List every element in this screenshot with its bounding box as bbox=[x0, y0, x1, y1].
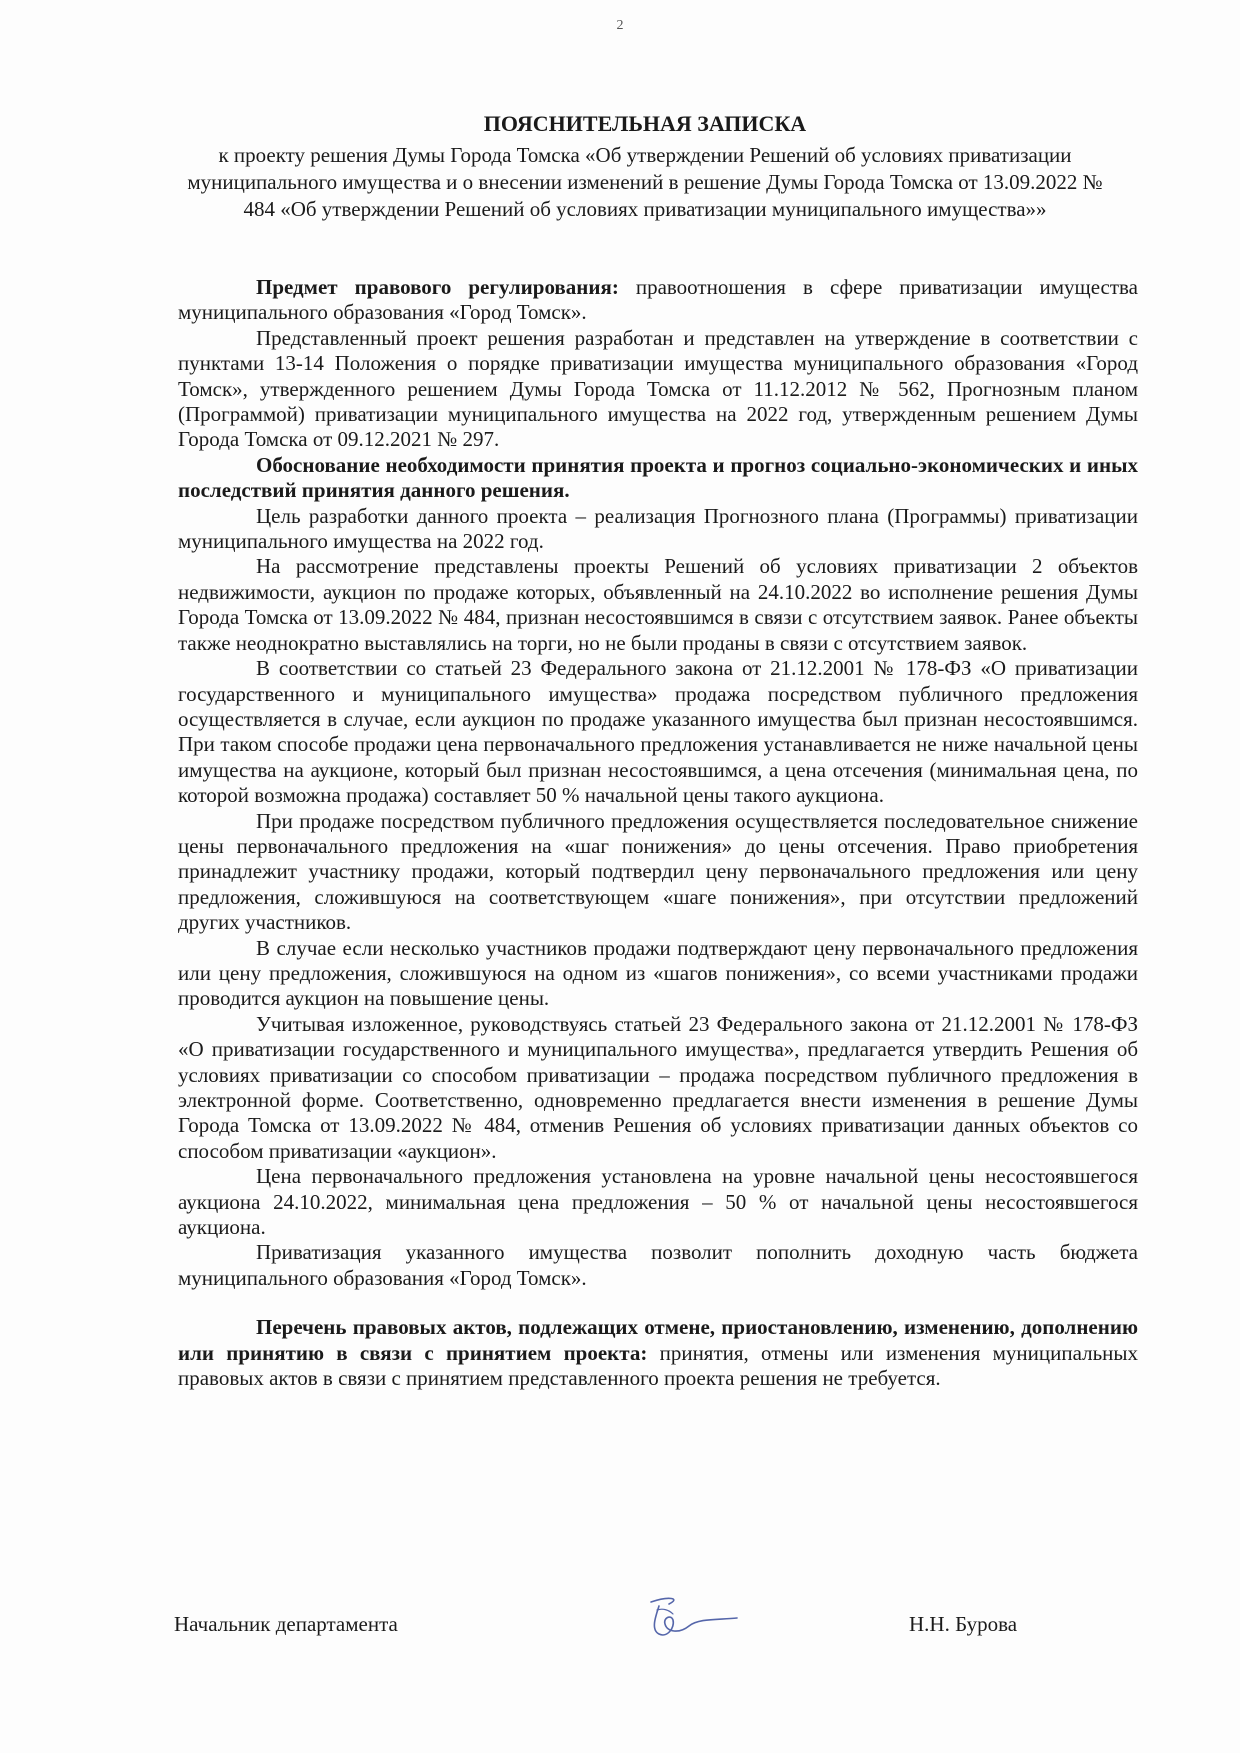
paragraph-justification-heading bbox=[178, 453, 1138, 504]
page-number: 2 bbox=[616, 18, 624, 33]
document-body bbox=[178, 275, 1138, 1391]
legal-acts-text: принятия, отмены или изменения муниципальных правовых актов в связи с принятием представленного проекта решения не требуется. bbox=[178, 1340, 1139, 1391]
paragraph-auction-failed: На рассмотрение представлены проекты Решений об условиях приватизации 2 объектов недвижимости, аукцион по продаже которых, объявленный на 24.10.2022 во исполнение решения Думы Города Томска от 13.09.2022 № 484, признан несостоявшимся в связи с отсутствием заявок. Ранее объекты также неоднократно выставлялись на торги, но не были проданы в связи с отсутствием заявок. bbox=[178, 554, 1138, 655]
signer-name: Н.Н. Бурова bbox=[909, 1612, 1018, 1636]
subject-heading: Предмет правового регулирования: bbox=[256, 275, 619, 299]
paragraph-legal-acts bbox=[178, 1315, 1138, 1391]
document-header bbox=[175, 110, 1115, 223]
document-title: ПОЯСНИТЕЛЬНАЯ ЗАПИСКА bbox=[483, 111, 807, 136]
paragraph-law-reference: В соответствии со статьей 23 Федерального закона от 21.12.2001 № 178-ФЗ «О приватизации государственного и муниципального имущества» продажа посредством публичного предложения осуществляется в случае, если аукцион по продаже указанного имущества был признан несостоявшимся. При таком способе продажи цена первоначального предложения устанавливается не ниже начальной цены имущества на аукционе, который был признан несостоявшимся, а цена отсечения (минимальная цена, по которой возможна продажа) составляет 50 % начальной цены такого аукциона. bbox=[178, 656, 1138, 808]
paragraph-price-reduction: При продаже посредством публичного предложения осуществляется последовательное снижение цены первоначального предложения на «шаг понижения» до цены отсечения. Право приобретения принадлежит участнику продажи, который подтвердил цену первоначального предложения или цену предложения, сложившуюся на соответствующем «шаге понижения», при отсутствии предложений других участников. bbox=[178, 808, 1138, 935]
signer-position: Начальник департамента bbox=[174, 1612, 398, 1636]
paragraph-multiple-participants: В случае если несколько участников продажи подтверждают цену первоначального предложения или цену предложения, сложившуюся на одном из «шагов понижения», со всеми участниками продажи проводится аукцион на повышение цены. bbox=[178, 935, 1138, 1011]
handwritten-signature bbox=[629, 1588, 739, 1648]
justification-heading: Обоснование необходимости принятия проекта и прогноз социально-экономических и иных последствий принятия данного решения. bbox=[178, 452, 1138, 503]
signature-block bbox=[174, 1608, 1134, 1656]
paragraph-proposal: Учитывая изложенное, руководствуясь статьей 23 Федерального закона от 21.12.2001 № 178-ФЗ «О приватизации государственного и муниципального имущества», предлагается утвердить Решения об условиях приватизации со способом приватизации – продажа посредством публичного предложения в электронной форме. Соответственно, одновременно предлагается внести изменения в решение Думы Города Томска от 13.09.2022 № 484, отменив Решения об условиях приватизации данных объектов со способом приватизации «аукцион». bbox=[178, 1011, 1138, 1163]
paragraph-goal: Цель разработки данного проекта – реализация Прогнозного плана (Программы) приватизации муниципального имущества на 2022 год. bbox=[178, 503, 1138, 554]
paragraph-budget: Приватизация указанного имущества позволит пополнить доходную часть бюджета муниципального образования «Город Томск». bbox=[178, 1240, 1138, 1290]
document-subtitle: к проекту решения Думы Города Томска «Об утверждении Решений об условиях приватизации муниципального имущества и о внесении изменений в решение Думы Города Томска от 13.09.2022 № 484 «Об утверждении Решений об условиях приватизации муниципального имущества»» bbox=[187, 143, 1103, 221]
subject-text: правоотношения в сфере приватизации имущества муниципального образования «Город Томск». bbox=[178, 275, 1138, 325]
legal-acts-heading: Перечень правовых актов, подлежащих отмене, приостановлению, изменению, дополнению или принятию в связи с принятием проекта: bbox=[178, 1315, 1138, 1365]
paragraph-initial-price: Цена первоначального предложения установлена на уровне начальной цены несостоявшегося аукциона 24.10.2022, минимальная цена предложения – 50 % от начальной цены несостоявшегося аукциона. bbox=[178, 1164, 1138, 1240]
paragraph-subject bbox=[178, 275, 1138, 326]
paragraph-basis: Представленный проект решения разработан и представлен на утверждение в соответствии с пунктами 13-14 Положения о порядке приватизации имущества муниципального образования «Город Томск», утвержденного решением Думы Города Томска от 11.12.2012 № 562, Прогнозным планом (Программой) приватизации муниципального имущества на 2022 год, утвержденным решением Думы Города Томска от 09.12.2021 № 297. bbox=[178, 325, 1138, 452]
